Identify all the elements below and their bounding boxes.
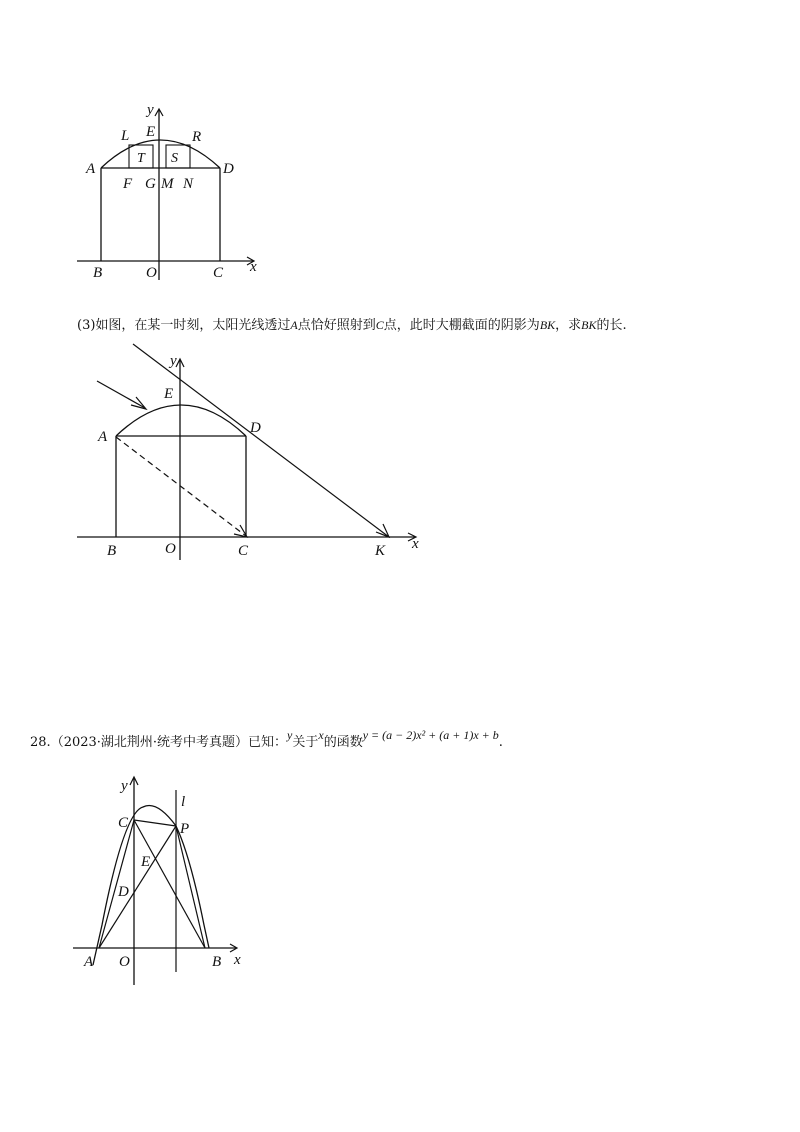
label-x: x [234, 952, 241, 968]
segment-CP [134, 820, 176, 826]
figure-sunlight-shadow [0, 340, 800, 570]
label-E: E [141, 854, 151, 870]
q28-var-x: x [318, 728, 324, 742]
label-C: C [213, 265, 224, 281]
label-y: y [147, 102, 154, 118]
label-R: R [192, 129, 202, 145]
figure-parabola-triangle [0, 770, 800, 995]
label-G: G [145, 176, 156, 192]
q3-segment-bk: BK [539, 318, 556, 332]
q28-period: . [498, 735, 503, 750]
q28-formula: y = (a − 2)x² + (a + 1)x + b [362, 728, 499, 742]
segment-PB [176, 826, 205, 948]
figure-greenhouse-grid [0, 0, 800, 290]
sun-ray-to-a [97, 381, 145, 408]
q3-segment-bk-2: BK [581, 318, 597, 332]
question-3-text [77, 315, 627, 336]
label-E: E [164, 386, 174, 402]
q3-point-a: A [290, 318, 298, 332]
q28-var-y: y [287, 728, 293, 742]
rect-S [166, 145, 190, 168]
q3-mid2: 点，此时大棚截面的阴影为 [383, 318, 540, 333]
label-F: F [123, 176, 133, 192]
label-L: L [121, 128, 130, 144]
label-M: M [161, 176, 174, 192]
label-S: S [171, 151, 178, 166]
q28-number: 28. [30, 735, 51, 750]
parabola-arch [101, 140, 220, 168]
label-K: K [375, 543, 386, 559]
label-l: l [181, 794, 186, 810]
label-O: O [146, 265, 157, 281]
sun-ray-arrowhead [131, 397, 146, 409]
q28-func-label: 的函数 [323, 735, 363, 750]
label-D: D [223, 161, 234, 177]
dashed-ray-AC [116, 437, 246, 536]
label-N: N [183, 176, 194, 192]
q3-point-c: C [375, 318, 384, 332]
label-C: C [118, 815, 129, 831]
label-D: D [250, 420, 261, 436]
q3-suffix: 的长. [596, 318, 627, 333]
label-T: T [137, 151, 145, 166]
label-E: E [146, 124, 156, 140]
label-B: B [107, 543, 117, 559]
label-y: y [170, 353, 177, 369]
tangent-ray-DK [133, 344, 389, 537]
q3-prefix: (3)如图，在某一时刻，太阳光线透过 [77, 318, 291, 333]
label-A: A [84, 954, 94, 970]
label-O: O [165, 541, 176, 557]
label-A: A [86, 161, 96, 177]
label-O: O [119, 954, 130, 970]
label-A: A [98, 429, 108, 445]
parabola-arch [116, 405, 246, 436]
question-28-text [30, 728, 503, 753]
label-B: B [212, 954, 222, 970]
q3-mid3: ，求 [555, 318, 582, 333]
label-D: D [118, 884, 129, 900]
label-x: x [250, 259, 257, 275]
q28-about: 关于 [292, 735, 319, 750]
label-P: P [180, 821, 190, 837]
parabola-curve [93, 806, 209, 965]
label-B: B [93, 265, 103, 281]
label-x: x [412, 536, 419, 552]
label-y: y [121, 778, 128, 794]
q3-mid1: 点恰好照射到 [297, 318, 376, 333]
label-C: C [238, 543, 249, 559]
q28-source: （2023·湖北荆州·统考中考真题）已知： [50, 735, 288, 750]
